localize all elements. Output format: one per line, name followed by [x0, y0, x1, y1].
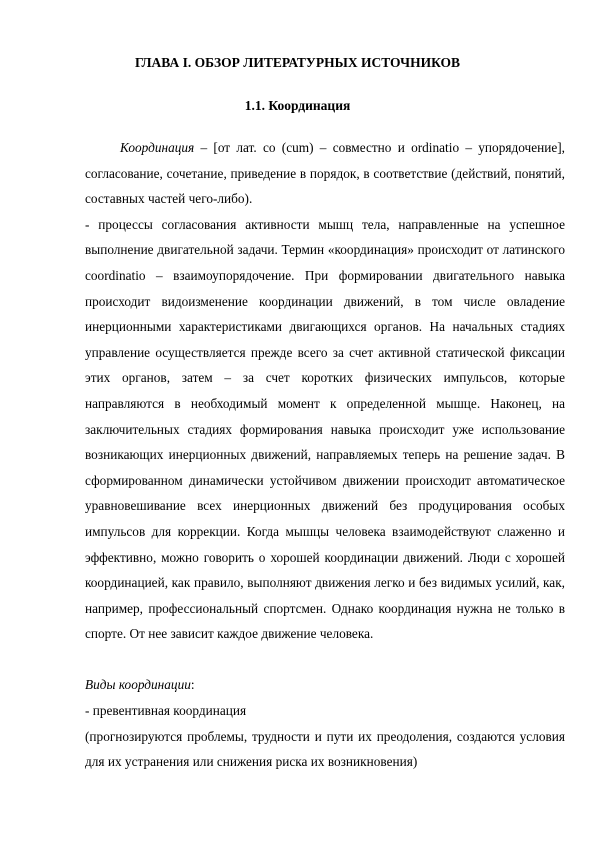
types-heading: Виды координации [85, 677, 191, 693]
paragraph-gap [85, 647, 565, 673]
chapter-title: ГЛАВА I. ОБЗОР ЛИТЕРАТУРНЫХ ИСТОЧНИКОВ [134, 55, 461, 70]
type-item-1: - превентивная координация [85, 703, 247, 719]
type-item-1-note: (прогнозируются проблемы, трудности и пути их преодоления, создаются условия для их устранения или снижения риска их возникновения) [85, 728, 565, 770]
section-title: 1.1. Координация [244, 98, 351, 113]
types-heading-paragraph [85, 672, 565, 698]
definition-paragraph [85, 135, 565, 212]
definition-text: – [от лат. со (cum) – совместно и ordinatio – упорядочение], согласование, сочетание, приведение в порядок, в соответствие (действий, понятий, составных частей чего-либо). [85, 140, 565, 207]
main-paragraph: - процессы согласования активности мышц тела, направленные на успешное выполнение двигательной задачи. Термин «координация» происходит от латинского coordinatio – взаимоупорядочение. При формировании двигательного навыка происходит видоизменение координации движений, в том числе овладение инерционными характеристиками двигающихся органов. На начальных стадиях управление осуществляется прежде всего за счет активной статической фиксации этих органов, затем – за счет коротких физических импульсов, которые направляются в необходимый момент к определенной мышце. Наконец, на заключительных стадиях формирования навыка происходит уже использование возникающих инерционных движений, направляемых теперь на решение задач. В сформированном динамически устойчивом движении происходит автоматическое уравновешивание всех инерционных движений без продуцирования особых импульсов для коррекции. Когда мышцы человека взаимодействуют слаженно и эффективно, можно говорить о хорошей координации движений. Люди с хорошей координацией, как правило, выполняют движения легко и без видимых усилий, как, например, профессиональный спортсмен. Однако координация нужна не только в спорте. От нее зависит каждое движение человека. [85, 216, 565, 642]
definition-term: Координация [120, 140, 195, 155]
types-heading-suffix: : [190, 677, 195, 693]
document-body [85, 135, 565, 775]
